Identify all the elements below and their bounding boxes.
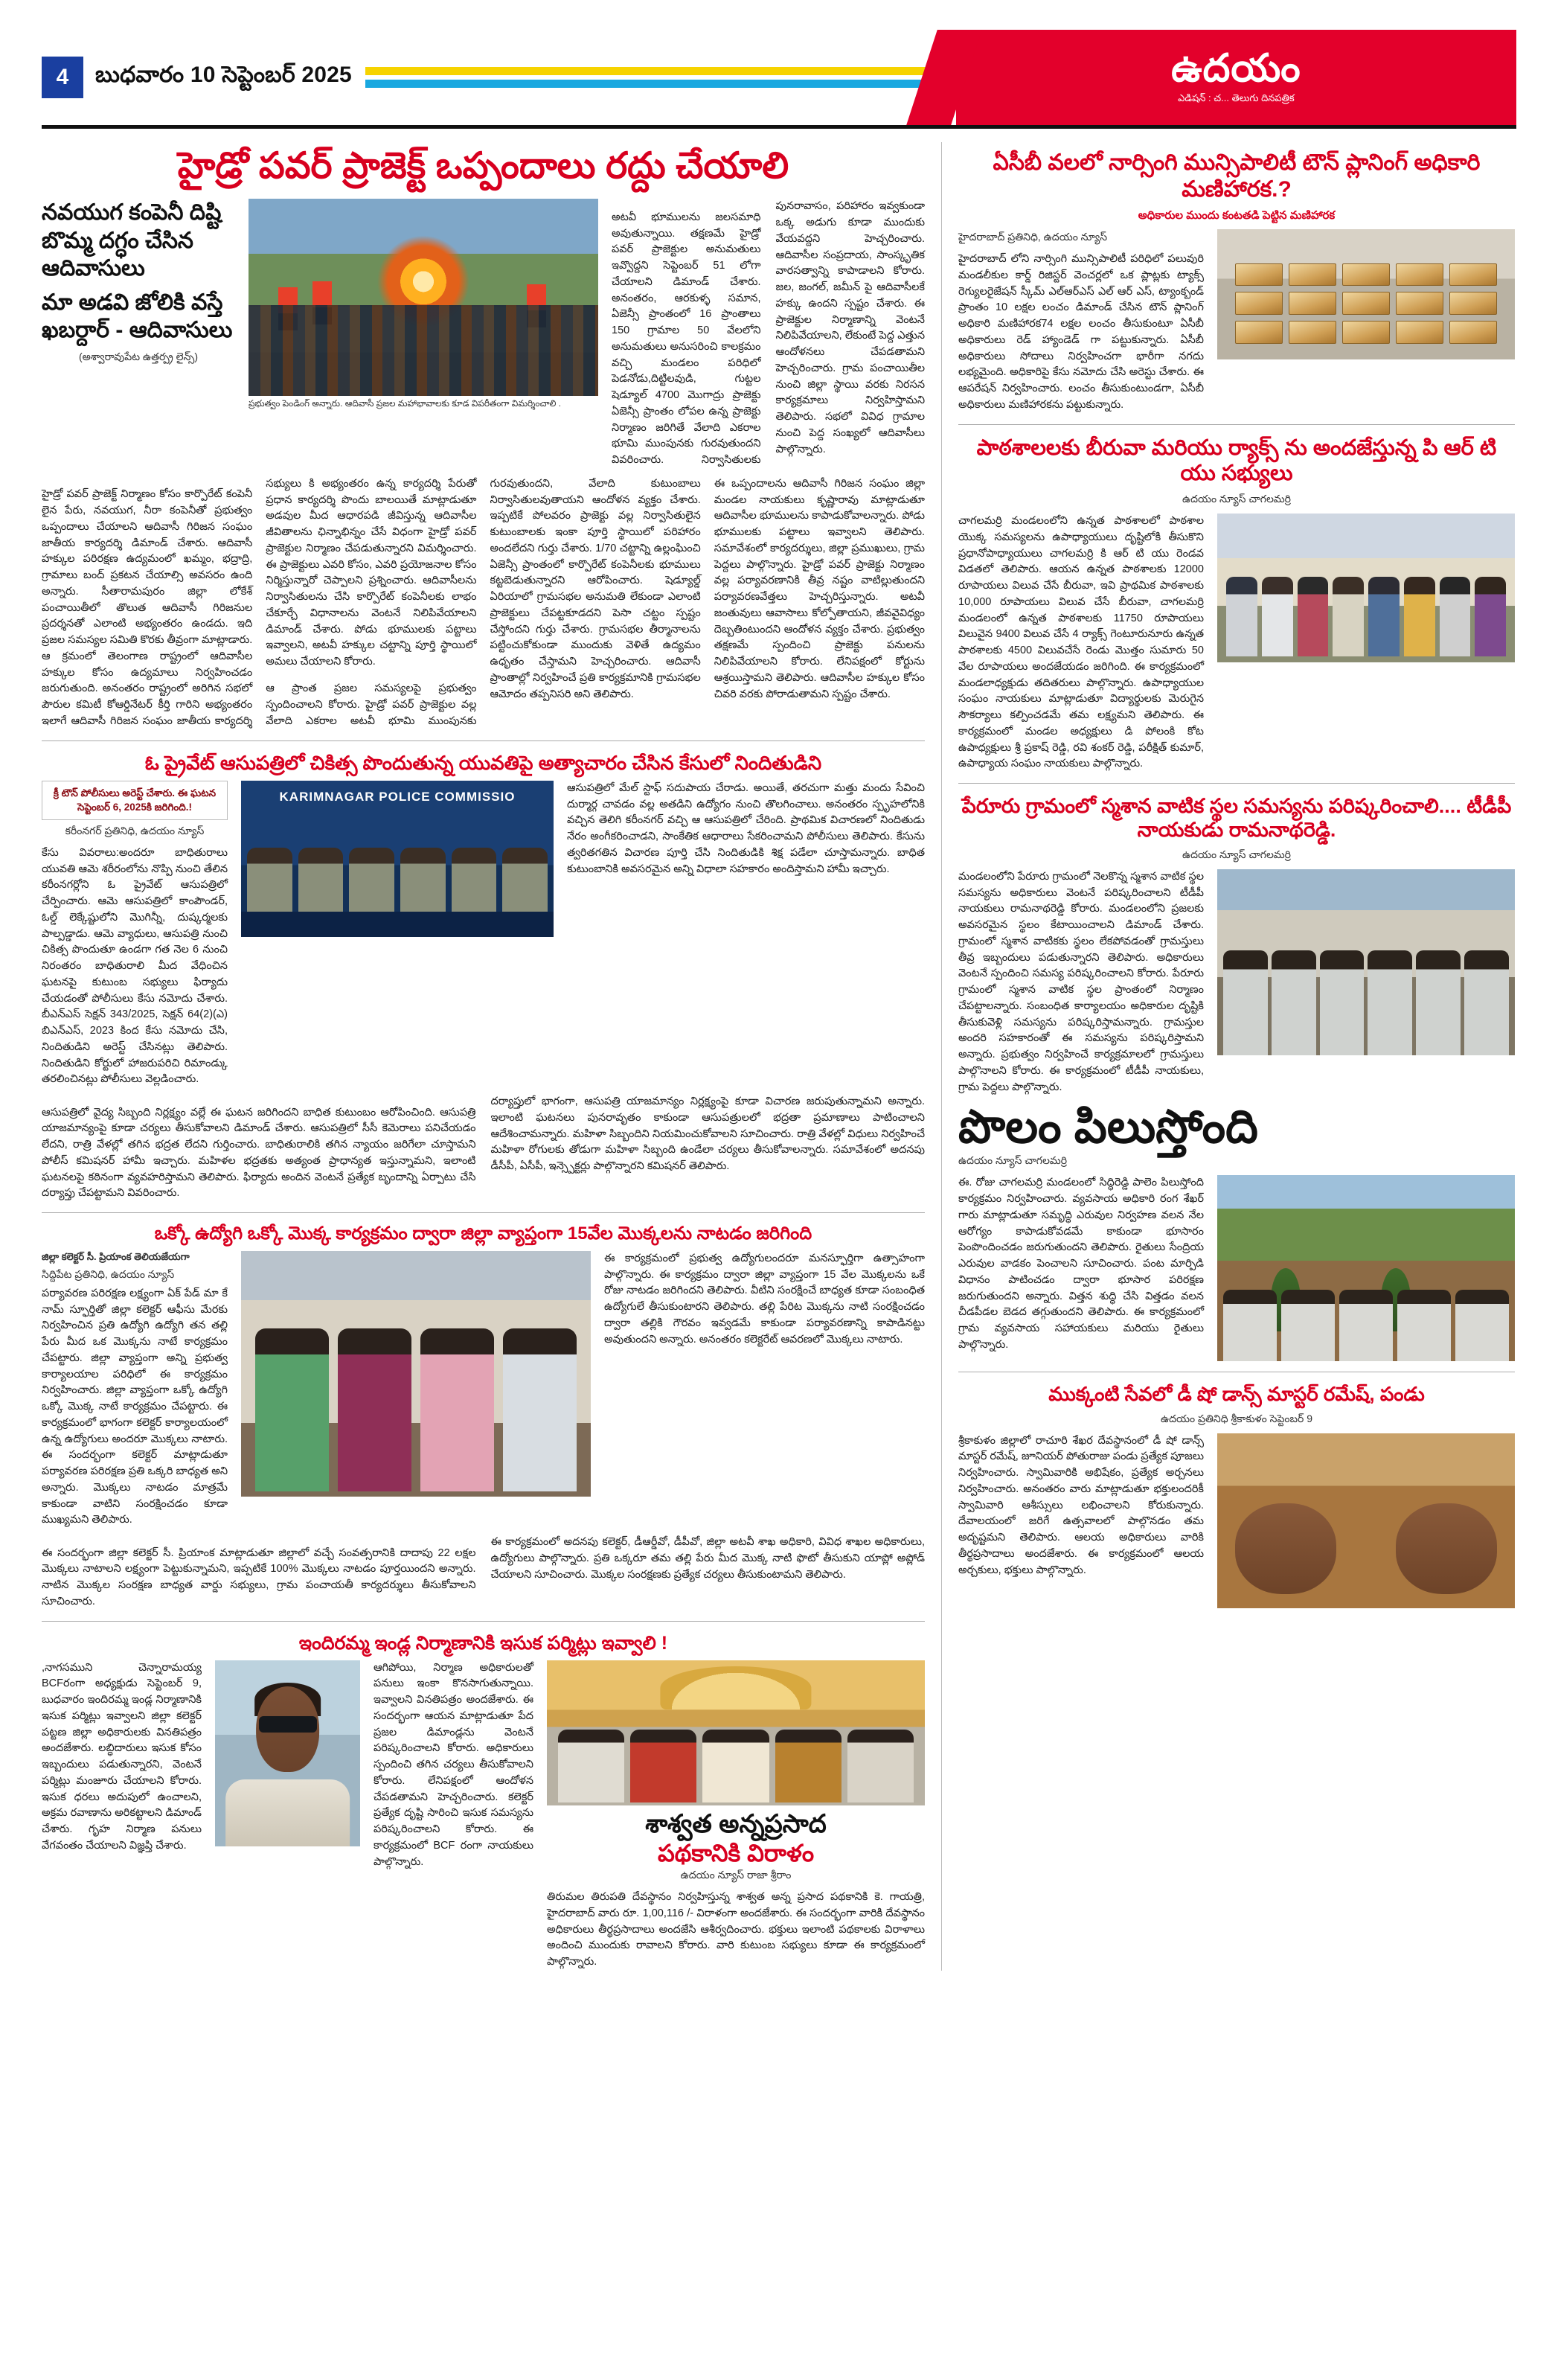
plantation-block xyxy=(42,1251,925,1529)
temple-headline-1: శాశ్వత అన్నప్రసాద xyxy=(645,1809,827,1838)
lead-col3: అటవీ భూములను జలసమాధి అవుతున్నాయి. తక్షణమే హైడ్రో పవర్ ప్రాజెక్టుల అనుమతులు ఇవ్వొద్దని సెప్టెంబర్ 51 లోగా చేయాలని డిమాండ్ చేశారు. అనంతరం, ఆరకుళ్ళ సమాన, ఏజెన్సీ ప్రాంతంలో 16 ప్రాంతాలు 150 గ్రామాల 50 వేలలోని అనుమతులు అనుసరించి కాలక్రమం వచ్చి మండలం పరిధిలో పెడనోడు,దిట్టిలవుడి, గుట్టల షెడ్యూల్ 4700 మొగాద్రు ప్రాజెక్టు ఏజెన్సీ ప్రాంతం లోపల ఉన్న ప్రాజెక్టు నిర్మాణం జరిగితే వేలాది ఎకరాల భూమి ముంపునకు గురవుతుందని వివరించారు. నిర్వాసితులకు పునరావాసం, పరిహారం ఇవ్వకుండా ఒక్క అడుగు కూడా ముందుకు వేయవద్దని హెచ్చరించారు. ఆదివాసీల సంప్రదాయ, సాంస్కృతిక వారసత్వాన్ని కాపాడాలని కోరారు. జల, జంగల్, జమీన్ పై ఆదివాసీలకే హక్కు ఉందని స్పష్టం చేశారు. ఈ ప్రాజెక్టుల నిర్మాణాన్ని వెంటనే నిలిపివేయాలని, లేకుంటే పెద్ద ఎత్తున ఆందోళనలు చేపడతామని హెచ్చరించారు. గ్రామ పంచాయితీల నుంచి జిల్లా స్థాయి వరకు నిరసన కార్యక్రమాలు నిర్వహిస్తామని తెలిపారు. సభలో వివిధ గ్రామాల నుంచి పెద్ద సంఖ్యలో ఆదివాసీలు పాల్గొన్నారు. xyxy=(612,200,925,467)
person-figure xyxy=(1281,1290,1335,1361)
field-headline: పొలం పిలుస్తోంది xyxy=(958,1101,1258,1154)
person-figure xyxy=(775,1730,841,1802)
divider xyxy=(958,424,1515,425)
cash-bundle xyxy=(1396,292,1443,315)
desk xyxy=(241,912,554,937)
plantation-field-photo xyxy=(1217,1175,1515,1361)
person-figure xyxy=(1368,950,1412,1055)
rape-case-col4: దర్యాప్తులో భాగంగా, ఆసుపత్రి యాజమాన్యం నిర్లక్ష్యంపై కూడా విచారణ జరుపుతున్నామని అన్నారు. ఇలాంటి ఘటనలు పునరావృతం కాకుండా ఆసుపత్రులలో భద్రతా ప్రమాణాలు పాటించాలని ఆదేశించామన్నారు. మహిళా సిబ్బందిని నియమించుకోవాలని సూచించారు. రాత్రి వేళల్లో విధులు నిర్వహించే మహిళా రోగులకు తోడుగా మహిళా సిబ్బంది ఉండేలా చర్యలు తీసుకోవాలన్నారు. సమావేశంలో అదనపు డీసీపీ, ఏసీపీ, ఇన్స్పెక్టర్లు పాల్గొన్నారని కమిషనర్ తెలిపారు. xyxy=(490,1095,925,1173)
field-photo xyxy=(1217,1175,1515,1361)
mukkanti-byline: ఉదయం ప్రతినిధి శ్రీకాకుళం సెప్టెంబర్ 9 xyxy=(1160,1412,1312,1424)
person-figure xyxy=(702,1730,769,1802)
prtu-headline: పాఠశాలలకు బీరువా మరియు ర్యాక్స్ ను అందజేస్తున్న పి ఆర్ టి యు సభ్యులు xyxy=(976,435,1497,486)
masthead-stripes xyxy=(365,67,956,88)
issue-date: బుధవారం 10 సెప్టెంబర్ 2025 xyxy=(95,62,352,87)
man-photo xyxy=(215,1660,360,1971)
lead-subheads xyxy=(42,199,235,469)
temple-body: తిరుమల తిరుపతి దేవస్థానం నిర్వహిస్తున్న శాశ్వత అన్న ప్రసాద పథకానికి కె. గాయత్రి, హైదరాబాద్ వారు రూ. 1,00,116 /- విరాళంగా అందజేశారు. ఈ సందర్భంగా వారికి దేవస్థానం అధికారులు తీర్థప్రసాదాలు అందజేసి ఆశీర్వదించారు. భక్తులు ఇలాంటి పథకాలకు విరాళాలు అందించి ముందుకు రావాలని కోరారు. వారి కుటుంబ సభ్యులు కూడా ఈ కార్యక్రమంలో పాల్గొన్నారు. xyxy=(547,1891,925,1968)
cash-bundle xyxy=(1342,263,1390,287)
person-figure xyxy=(1298,577,1329,656)
masthead-logo xyxy=(956,30,1516,125)
masthead-left xyxy=(42,30,956,125)
field-people xyxy=(1223,1272,1509,1361)
plantation-headline: ఒక్కో ఉద్యోగి ఒక్కో మొక్క కార్యక్రమం ద్వారా జిల్లా వ్యాప్తంగా 15వేల మొక్కలను నాటడం జరిగింది xyxy=(154,1223,812,1244)
masthead xyxy=(42,30,1516,125)
divider xyxy=(42,1212,925,1213)
acb-body: హైదరాబాద్ లోని నార్సింగి మున్సిపాలిటీ పరిధిలో పలువురి మండలీకుల కార్డ్ రిజిస్టర్ వెంచర్లలో ఒక ప్లాట్లకు ట్యాక్స్ రెగ్యులరైజేషన్ స్కీమ్ ఎల్ఆర్ఎస్ ఎల్ ఆర్ ఎస్, ట్యాంక్బండ్ ప్రాంతం 10 లక్షల లంచం డిమాండ్ చేసిన టౌన్ ప్లానింగ్ అధికారి మణిహారక74 లక్షల లంచం తీసుకుంటూ ఏసీబీ అధికారులు రెడ్ హ్యాండెడ్ గా పట్టుకున్నారు. ఏసీబీ అధికారులు సోదాలు నిర్వహించగా భారీగా నగదు లభ్యమైంది. అధికారిపై కేసు నమోదు చేసి అరెస్టు చేశారు. ఈ ఆపరేషన్ నిర్వహించారు. లంచం తీసుకుంటుండగా, ఏసీబీ అధికారులు మణిహారకను పట్టుకున్నారు. xyxy=(958,253,1204,411)
lead-photo-caption: ప్రభుత్వం పెండింగ్ అన్నారు. ఆదివాసీ ప్రజల మహాభావాలకు కూడ విపరీతంగా విమర్శించాలి . xyxy=(249,398,562,409)
person-figure xyxy=(1464,950,1509,1055)
ceremony-photo xyxy=(241,1251,591,1529)
cash-bundle xyxy=(1235,263,1283,287)
rape-case-col2: ఆసుపత్రిలో వైద్య సిబ్బంది నిర్లక్ష్యం వల్లే ఈ ఘటన జరిగిందని బాధిత కుటుంబం ఆరోపించింది. ఆసుపత్రి యాజమాన్యంపై కూడా చర్యలు తీసుకోవాలని డిమాండ్ చేశారు. ఆసుపత్రిలో సీసీ కెమెరాలు పనిచేయడం లేదని, రాత్రి వేళల్లో తగిన భద్రత లేదని గుర్తించారు. బాధితురాలికి తగిన న్యాయం జరిగేలా చూస్తామని పోలీస్ కమిషనర్ హామీ ఇచ్చారు. మహిళల భద్రతకు అత్యంత ప్రాధాన్యత ఇస్తున్నామని, ఇలాంటి ఘటనలపై కఠినంగా వ్యవహరిస్తామని తెలిపారు. ఫిర్యాదు అందిన వెంటనే ప్రత్యేక బృందాన్ని ఏర్పాటు చేసి దర్యాప్తు చేపట్టామని వివరించారు. xyxy=(42,1106,476,1200)
prtu-block xyxy=(958,514,1515,772)
logo-text: ఉదయం xyxy=(1171,46,1301,90)
tdp-headline: పేరూరు గ్రామంలో స్మశాన వాటిక స్థల సమస్యను పరిష్కరించాలి.... టీడీపీ నాయకుడు రామనాథరెడ్డి. xyxy=(961,795,1512,842)
village-meeting-photo xyxy=(1217,869,1515,1055)
acb-block xyxy=(958,229,1515,414)
sunglasses-icon xyxy=(259,1716,317,1733)
money-photo xyxy=(1217,229,1515,414)
person-figure xyxy=(420,1328,494,1492)
police-banner-text: KARIMNAGAR POLICE COMMISSIO xyxy=(279,790,516,804)
effigy-burning-photo xyxy=(249,199,598,396)
cash-bundle xyxy=(1289,321,1336,344)
school-donation-photo xyxy=(1217,514,1515,662)
person-figure xyxy=(1226,577,1257,656)
lead-photo xyxy=(249,199,598,469)
cash-bundle xyxy=(1289,263,1336,287)
prtu-byline: ఉదయం న్యూస్ చాగలమర్రి xyxy=(1182,493,1291,505)
person-figure xyxy=(255,1328,329,1492)
cash-bundle xyxy=(1235,321,1283,344)
cash-bundle xyxy=(1449,263,1497,287)
field-block xyxy=(958,1175,1515,1361)
temple-byline: ఉదయం న్యూస్ రాజా శ్రీరాం xyxy=(680,1869,792,1881)
plantation-col1: పర్యావరణ పరిరక్షణ లక్ష్యంగా ఏక్ పేడ్ మా కే నామ్ స్ఫూర్తితో జిల్లా కలెక్టర్ ఆఫీసు మేరకు నిర్వహించిన ప్రతి ఉద్యోగి ఉద్యోగి తన తల్లి పేరు మీద ఒక మొక్కను నాటే కార్యక్రమం చేపట్టారు. జిల్లా వ్యాప్తంగా అన్ని ప్రభుత్వ కార్యాలయాల పరిధిలో ఈ కార్యక్రమం నిర్వహించారు. జిల్లా వ్యాప్తంగా ఒక్కో ఉద్యోగి ఒక్కో మొక్క నాటే కార్యక్రమం చేపట్టారు. ఈ కార్యక్రమంలో భాగంగా కలెక్టర్ కార్యాలయంలో ఉన్న ఉద్యోగులు అందరూ మొక్కలు నాటారు. ఈ సందర్భంగా కలెక్టర్ మాట్లాడుతూ పర్యావరణ పరిరక్షణ ప్రతి ఒక్కరి బాధ్యత అని అన్నారు. మొక్కలు నాటడం మాత్రమే కాకుండా వాటిని సంరక్షించడం కూడా ముఖ్యమని తెలిపారు. xyxy=(42,1287,228,1526)
sapling-ceremony-photo xyxy=(241,1251,591,1497)
page-number: 4 xyxy=(42,57,83,98)
acb-kicker: అధికారుల ముందు కంటతడి పెట్టిన మణిహారక xyxy=(1138,209,1336,222)
cash-bundle xyxy=(1396,321,1443,344)
temple-donation-photo xyxy=(547,1660,925,1805)
tdp-byline: ఉదయం న్యూస్ చాగలమర్రి xyxy=(1182,848,1291,860)
person-figure xyxy=(1223,950,1268,1055)
left-column xyxy=(42,142,942,1971)
lead-headline: హైడ్రో పవర్ ప్రాజెక్ట్ ఒప్పందాలు రద్దు చేయాలి xyxy=(177,146,789,186)
rape-case-byline: కరీంనగర్ ప్రతినిధి, ఉదయం న్యూస్ xyxy=(65,824,205,836)
cash-bundle xyxy=(1289,292,1336,315)
plantation-col2: ఈ సందర్భంగా జిల్లా కలెక్టర్ సీ. ప్రియాంక మాట్లాడుతూ జిల్లాలో వచ్చే సంవత్సరానికి దాదాపు 22 లక్షల మొక్కలు నాటాలని లక్ష్యంగా పెట్టుకున్నామని, ఇప్పటికే 100% మొక్కలు నాటడం పూర్తయిందని అన్నారు. నాటిన మొక్కల సంరక్షణ బాధ్యత వార్డు సభ్యులు, గ్రామ పంచాయతీ కార్యదర్శులు తీసుకోవాలని సూచించారు. xyxy=(42,1546,476,1608)
person-figure xyxy=(1397,1290,1451,1361)
lead-subhead-2: మా అడవి జోలికి వస్తే ఖబర్దార్ - ఆదివాసులు xyxy=(42,289,233,343)
person-figure xyxy=(1404,577,1435,656)
torso xyxy=(225,1779,350,1846)
person-figure xyxy=(1416,950,1461,1055)
temple-dome-icon xyxy=(660,1666,811,1710)
person-figure xyxy=(1272,950,1316,1055)
cash-bundles xyxy=(1235,263,1497,345)
page-content xyxy=(42,142,1516,1971)
rape-case-col3: ఆసుపత్రిలో మేల్ స్టాఫ్ సదుపాయ చేరాడు. అయితే, తరచుగా మత్తు మందు సేవించి దుర్మార్గ చావడం వల్ల అతడిని ఉద్యోగం నుంచి తొలగించాలు. అనంతరం స్పృహలోనికి వచ్చిన తెలిగి కరీంనగర్ వచ్చి ఆ ఆసుపత్రిలో చేరింది. ప్రాథమిక విచారణలో నిందితుడు నేరం అంగీకరించాడని, సాంకేతిక ఆధారాలు సేకరించామని పోలీసులు తెలిపారు. కేసును త్వరితగతిన విచారణ పూర్తి చేసి నిందితుడికి శిక్ష పడేలా చూస్తామన్నారు. బాధిత కుటుంబానికి అవసరమైన అన్ని విధాలా సహకారం అందిస్తామని హామీ ఇచ్చారు. xyxy=(567,781,925,875)
divider xyxy=(42,740,925,741)
person-figure xyxy=(1262,577,1293,656)
sand-col1: ,నాగసముని చెన్నారామయ్య BCFరంగా అధ్యక్షుడు సెప్టెంబర్ 9, బుధవారం ఇందిరమ్మ ఇండ్ల నిర్మాణానికి ఇసుక పర్మిట్లు ఇవ్వాలని జిల్లా కలెక్టర్ పట్టణ జిల్లా అధికారులకు వినతిపత్రం అందజేశారు. లబ్ధిదారులు ఇసుక కోసం ఇబ్బందులు పడుతున్నారని, వెంటనే పర్మిట్లు మంజూరు చేయాలని కోరారు. ఇసుక ధరలు అదుపులో ఉంచాలని, అక్రమ రవాణాను అరికట్టాలని డిమాండ్ చేశారు. గృహ నిర్మాణ పనులు వేగవంతం చేయాలని విజ్ఞప్తి చేశారు. xyxy=(42,1661,202,1852)
lead-col1: హైడ్రో పవర్ ప్రాజెక్ట్ నిర్మాణం కోసం కార్పొరేట్ కంపెనీ లైన పేరు, నవయుగ, నీరా కంపెనీతో ప్రభుత్వం ఒప్పందాలు చేయాలని ఆదివాసీ గిరిజన సంఘం జాతీయ కార్యదర్శి డిమాండ్ చేశారు. ఆదివాసీ హక్కుల పరిరక్షణ ఉద్యమంలో ఖమ్మం, భద్రాద్రి, గ్రామాలు బంద్ ప్రకటన చేయాల్సి అవసరం ఉంది అన్నారు. సీతారామపురం జిల్లా లోకేశ్ పంచాయితీలో తొలుత ఆదివాసీ గిరిజనుల ప్రదర్శనతో ఎలాంటి అభ్యంతరం ఉండదు. ఇది ప్రజల సమస్యల సమితి కొరకు తీవ్రంగా మాట్లాడారు. ఆ క్రమంలో తెలంగాణ రాష్ట్రంలో ఆదివాసీల హక్కుల కోసం ఉద్యమాలు నిర్వహించడం జరుగుతుంది. అనంతరం రాష్ట్రంలో అరిగిన సభలో పౌరుల కమిటీ కోఆర్డినేటర్ కీర్తి గారిని అభ్యంతరం ఇలాగే ఆదివాసీ గిరిజన సంఘం జాతీయ కార్యదర్శి సభ్యులు కి అభ్యంతరం ఉన్న కార్యదర్శి పేరుతో ప్రధాన కార్యదర్శి పొందు బాలయితే మాట్లాడుతూ అడవుల మీద ఆధారపడి జీవిస్తున్న ఆదివాసీల జీవితాలను ఛిన్నాభిన్నం చేసే విధంగా హైడ్రో పవర్ ప్రాజెక్టుల నిర్మాణం చేపడుతున్నారని విమర్శించారు. ఈ ప్రాజెక్టులు ఎవరి కోసం, ఎవరి ప్రయోజనాల కోసం నిర్మిస్తున్నారో చెప్పాలని ప్రశ్నించారు. ఆదివాసీలను నిర్వాసితులను చేసి కార్పొరేట్ కంపెనీలకు లాభం చేకూర్చే విధానాలను వెంటనే నిలిపివేయాలని డిమాండ్ చేశారు. పోడు భూములకు పట్టాలు ఇవ్వాలని, అటవీ హక్కుల చట్టాన్ని పూర్తి స్థాయిలో అమలు చేయాలని కోరారు. xyxy=(42,477,477,727)
acb-byline: హైదరాబాద్ ప్రతినిధి, ఉదయం న్యూస్ xyxy=(958,231,1108,243)
lead-byline: (అశ్వారావుపేట ఉత్తర్ప్ర లైన్స్) xyxy=(78,350,199,362)
prtu-body: చాగలమర్రి మండలంలోని ఉన్నత పాఠశాలలో పాఠశాల యొక్క సమస్యలను ఉపాధ్యాయులు దృష్టిలోకి తీసుకొని ప్రధానోపాధ్యాయులు చాగలమర్రి కి ఆర్ టి యు రెండవ విడతలో తెలిపారు. ఆయన ఉన్నత పాఠశాలకు 12000 రూపాయలు విలువ చేసే బీరువా, ఇవి ప్రాథమిక పాఠశాలకు 10,000 రూపాయలు విలువ చేసే బీరువా, చాగలమర్రి మండలంలో ఉన్నత పాఠశాలకు 11750 రూపాయలు విలువైన 9400 విలువ చేసే 4 ర్యాక్స్ గెంటూరునూరు ఉన్నత పాఠశాలకు 4500 విలువచేసే రెండు మొత్తం సుమారు 50 వేల రూపాయలు అందజేయడం జరిగింది. ఈ కార్యక్రమంలో మండలాధ్యక్షుడు తదితరులు పాల్గొన్నారు. ఉపాధ్యాయుల సంఘం నాయకులు మాట్లాడుతూ విద్యార్థులకు మెరుగైన సౌకర్యాలు కల్పించడమే తమ లక్ష్యమని తెలిపారు. ఈ కార్యక్రమంలో మండల అధ్యక్షులు డి పోలంకి కోట ఉపాధ్యక్షులు శ్రీ ప్రకాష్ రెడ్డి, రవి శంకర్ రెడ్డి, పరీక్షిత్ కుమార్, ఉపాధ్యాయ సంఘం నాయకులు పాల్గొన్నారు. xyxy=(958,515,1204,770)
temple-block xyxy=(547,1660,925,1971)
rape-case-col1: కేసు వివరాలు:అందరూ బాధితురాలు యువతి ఆమె శరీరంలోను నొప్పి నుంచి తేలిన కరీంనగర్లోని ఓ ప్రైవేట్ ఆసుపత్రిలో చేర్పించారు. ఆమె ఆసుపత్రిలో కాంపౌండర్, ఓల్డ్ లెక్కేష్టులోని మొగిన్నీ, దుష్కర్మలకు పాల్పడ్డాడు. ఆమె వ్యాధులు, ఆసుపత్రి నుంచి చికిత్స పొందుతూ ఉండగా గత నెల 6 నుంచి నిరంతరం బాధితురాలి మీద వేధించిన ఘటనపై కుటుంబ సభ్యులు ఫిర్యాదు చేయడంతో పోలీసులు కేసు నమోదు చేశారు. బీఎన్ఎస్ సెక్షన్ 343/2025, సెక్షన్ 64(2)(ఎ) బిఎన్ఎస్, 2023 కింద కేసు నమోదు చేసి, నిందితుడిని అరెస్ట్ చేసినట్లు తెలిపారు. నిందితుడిని కోర్టులో హాజరుపరిచి రిమాండ్కు తరలించినట్లు పోలీసులు వెల్లడించారు. xyxy=(42,846,228,1086)
person-figure xyxy=(503,1328,577,1492)
prtu-photo xyxy=(1217,514,1515,772)
bottom-block xyxy=(42,1660,925,1971)
field-body: ఈ. రోజు చాగలమర్రి మండలంలో సిద్ధిరెడ్డి పాలెం పిలుస్తోంది కార్యక్రమం నిర్వహించారు. వ్యవసాయ అధికారి రంగ శేఖర్ గారు మాట్లాడుతూ సమృద్ధి ఎరువుల నిర్వహణ వలన నేల ఆరోగ్యం కాపాడుకోవడమే కాకుండా భూసారం పెంపొందించడం జరుగుతుందని తెలిపారు. రైతులు సేంద్రియ ఎరువుల వాడకం పెంచాలని సూచించారు. పంట మార్పిడి విధానం పాటించడం ద్వారా భూసార పరిరక్షణ జరుగుతుందని అన్నారు. విత్తన శుద్ధి చేసి విత్తడం వలన చీడపీడల బెడద తగ్గుతుందని తెలిపారు. ఈ కార్యక్రమంలో గ్రామ వ్యవసాయ సహాయకులు మరియు రైతులు పాల్గొన్నారు. xyxy=(958,1177,1204,1351)
cash-bundle xyxy=(1342,292,1390,315)
person-figure xyxy=(1455,1290,1509,1361)
cash-bundle xyxy=(1342,321,1390,344)
mukkanti-block xyxy=(958,1433,1515,1608)
newspaper-page xyxy=(0,30,1558,2380)
plantation-lower xyxy=(42,1535,925,1610)
person-figure xyxy=(338,1328,411,1492)
mukkanti-headline: ముక్కంటి సేవలో డీ షో డాన్స్ మాస్టర్ రమేష్, పండు xyxy=(1048,1383,1425,1406)
person-figure xyxy=(630,1730,696,1802)
person-figure xyxy=(558,1730,624,1802)
stripe-yellow xyxy=(365,67,956,75)
rape-case-headline: ఓ ప్రైవేట్ ఆసుపత్రిలో చికిత్స పొందుతున్న యువతిపై అత్యాచారం చేసిన కేసులో నిందితుడిని xyxy=(144,751,822,774)
rape-case-block xyxy=(42,781,925,1088)
tdp-body: మండలంలోని పేరూరు గ్రామంలో నెలకొన్న స్మశాన వాటిక స్థల సమస్యను అధికారులు వెంటనే పరిష్కరించాలని టీడీపీ నాయకులు రామనాథరెడ్డి కోరారు. మండలంలోని ప్రజలకు అవసరమైన స్థలం కేటాయించాలని డిమాండ్ చేశారు. గ్రామంలో స్మశాన వాటికకు స్థలం లేకపోవడంతో గ్రామస్తులు తీవ్ర ఇబ్బందులు పడుతున్నారని తెలిపారు. అధికారులు వెంటనే స్పందించి సమస్య పరిష్కరించాలని కోరారు. పేరూరు గ్రామంలో స్మశాన వాటిక స్థల ప్రాంతంలో నిర్మాణం చేపట్టాలన్నారు. సంబంధిత కార్యాలయం అధికారుల దృష్టికి తీసుకువెళ్లి సమస్యను పరిష్కరిస్తామన్నారు. గ్రామస్తుల అందరి సహకారంతో ఈ సమస్యను పరిష్కరిస్తామని అన్నారు. ప్రభుత్వం నిర్వహించే కార్యక్రమాలలో గ్రామస్తులు పాల్గొనాలని కోరారు. ఈ కార్యక్రమంలో టీడీపీ నాయకులు, గ్రామ పెద్దలు పాల్గొన్నారు. xyxy=(958,870,1204,1093)
face xyxy=(1235,1503,1336,1594)
cash-bundle xyxy=(1449,292,1497,315)
sand-headline: ఇందిరమ్మ ఇండ్ల నిర్మాణానికి ఇసుక పర్మిట్లు ఇవ్వాలి ! xyxy=(298,1632,668,1654)
police-photo xyxy=(241,781,554,1088)
person-figure xyxy=(1475,577,1506,656)
bcf-leader-portrait xyxy=(215,1660,360,1846)
lead-body-columns xyxy=(42,476,925,730)
acb-headline: ఏసీబీ వలలో నార్సింగి మున్సిపాలిటీ టౌన్ ప్లానింగ్ అధికారి మణిహారక.? xyxy=(993,150,1481,202)
rape-case-lower xyxy=(42,1094,925,1202)
temple-photo xyxy=(547,1660,925,1805)
crowd-silhouette xyxy=(249,305,598,396)
person-figure xyxy=(1440,577,1471,656)
lead-subhead-1: నవయుగ కంపెనీ దిష్టి బొమ్మ దగ్ధం చేసిన ఆదివాసులు xyxy=(42,200,222,281)
divider xyxy=(958,783,1515,784)
rape-case-sidebar xyxy=(42,781,228,1088)
lead-top-text xyxy=(612,199,925,469)
tdp-block xyxy=(958,869,1515,1096)
seized-cash-photo xyxy=(1217,229,1515,359)
temple-people xyxy=(558,1721,914,1802)
cash-bundle xyxy=(1235,292,1283,315)
person-figure xyxy=(1320,950,1365,1055)
plantation-col3: ఈ కార్యక్రమంలో ప్రభుత్వ ఉద్యోగులందరూ మనస్ఫూర్తిగా ఉత్సాహంగా పాల్గొన్నారు. ఈ కార్యక్రమం ద్వారా జిల్లా వ్యాప్తంగా 15 వేల మొక్కలను ఒకే రోజు నాటడం జరిగిందని తెలిపారు. వీటిని సంరక్షించే బాధ్యత కూడా సంబంధిత ఉద్యోగులే తీసుకుంటారని తెలిపారు. తల్లి పేరిట మొక్కను నాటి సంరక్షించడం ద్వారా తల్లికి గౌరవం ఇవ్వడమే కాకుండా పర్యావరణాన్ని కాపాడినట్టు అవుతుందని అన్నారు. అనంతరం కలెక్టరేట్ ఆవరణలో మొక్కలు నాటారు. xyxy=(604,1252,925,1346)
lead-col2: ఆ ప్రాంత ప్రజల సమస్యలపై ప్రభుత్వం స్పందించాలని కోరారు. హైడ్రో పవర్ ప్రాజెక్టుల వల్ల వేలాది ఎకరాల అటవీ భూమి ముంపునకు గురవుతుందని, వేలాది కుటుంబాలు నిర్వాసితులవుతాయని ఆందోళన వ్యక్తం చేశారు. ఇప్పటికే పోలవరం ప్రాజెక్టు వల్ల నిర్వాసితులైన కుటుంబాలకు ఇంకా పూర్తి స్థాయిలో పరిహారం అందలేదని గుర్తు చేశారు. 1/70 చట్టాన్ని ఉల్లంఘించి ఏజెన్సీ ప్రాంతంలో కార్పొరేట్ కంపెనీలకు భూములు కట్టబెడుతున్నారని ఆరోపించారు. షెడ్యూల్డ్ ఏరియాలో గ్రామసభల అనుమతి లేకుండా ఎలాంటి ప్రాజెక్టులు చేపట్టకూడదని పెసా చట్టం స్పష్టం చేస్తోందని గుర్తు చేశారు. గ్రామసభల తీర్మానాలను పట్టించుకోకుండా ముందుకు వెళితే ఉద్యమం ఉధృతం చేస్తామని హెచ్చరించారు. ఆదివాసీ ప్రాంతాల్లో నిర్వహించే ప్రతి కార్యక్రమానికి గ్రామసభల ఆమోదం తప్పనిసరి అని తెలిపారు. xyxy=(266,477,701,727)
ceremony-people xyxy=(255,1310,577,1491)
plantation-byline: సిద్దిపేట ప్రతినిధి, ఉదయం న్యూస్ xyxy=(42,1267,175,1280)
logo-subtitle: ఎడిషన్ : చ... తెలుగు దినపత్రిక xyxy=(1178,92,1295,103)
rape-case-note: క్రీ టౌన్ పోలీసులు అరెస్ట్ చేశారు. ఈ ఘటన సెప్టెంబర్ 6, 2025కి జరిగింది.! xyxy=(42,781,228,820)
stripe-cyan xyxy=(365,80,956,88)
face xyxy=(1396,1503,1497,1594)
police-press-meet-photo xyxy=(241,781,554,937)
sand-col2: ఆగిపోయి, నిర్మాణ అధికారులతో పనులు ఇంకా కొనసాగుతున్నాయి. ఇవ్వాలని వినతిపత్రం అందజేశారు. ఈ సందర్భంగా ఆయన మాట్లాడుతూ పేద ప్రజల డిమాండ్లను వెంటనే పరిష్కరించాలని కోరారు. అధికారులు స్పందించి తగిన చర్యలు తీసుకోవాలని కోరారు. లేనిపక్షంలో ఆందోళన చేపడతామని హెచ్చరించారు. కలెక్టర్ ప్రత్యేక దృష్టి సారించి ఇసుక సమస్యను పరిష్కరించాలని కోరారు. ఈ కార్యక్రమంలో BCF రంగా నాయకులు పాల్గొన్నారు. xyxy=(374,1661,533,1868)
plantation-subcaption: జిల్లా కలెక్టర్ సీ. ప్రియాంక తెలియజేయగా xyxy=(42,1250,190,1262)
masthead-rule xyxy=(42,125,1516,129)
person-figure xyxy=(1339,1290,1393,1361)
person-figure xyxy=(1368,577,1400,656)
right-column xyxy=(942,142,1515,1971)
person-figure xyxy=(1223,1290,1277,1361)
tdp-photo xyxy=(1217,869,1515,1096)
dance-master-photo xyxy=(1217,1433,1515,1608)
street-people xyxy=(1223,936,1509,1055)
group-people xyxy=(1226,564,1506,656)
lead-top-block xyxy=(42,199,925,469)
divider xyxy=(42,1621,925,1622)
mukkanti-body: శ్రీకాకుళం జిల్లాలో రాచూరి శేఖర దేవస్థానంలో డీ షో డాన్స్ మాస్టర్ రమేష్, జూనియర్ పోతురాజు పండు ప్రత్యేక పూజలు నిర్వహించారు. స్వామివారికి అభిషేకం, ప్రత్యేక అర్చనలు నిర్వహించారు. అనంతరం వారు మాట్లాడుతూ భక్తులందరికీ స్వామివారి ఆశీస్సులు లభించాలని కోరుకున్నారు. దేవాలయంలో జరిగే ఉత్సవాలలో పాల్గొనడం తమ అదృష్టమని తెలిపారు. ఆలయ అధికారులు వారికి తీర్థప్రసాదాలు అందజేశారు. ఈ కార్యక్రమంలో ఆలయ అర్చకులు, భక్తులు పాల్గొన్నారు. xyxy=(958,1434,1204,1576)
person-figure xyxy=(1333,577,1364,656)
plantation-left xyxy=(42,1251,228,1529)
lead-col4: ఈ ఒప్పందాలను ఆదివాసీ గిరిజన సంఘం జిల్లా మండల నాయకులు కృష్ణారావు మాట్లాడుతూ ఆదివాసీల భూములను కాపాడుకోవాలన్నారు. పోడు భూములకు పట్టాలు ఇవ్వాలని తెలిపారు. సమావేశంలో కార్యదర్శులు, జిల్లా ప్రముఖులు, గ్రామ పెద్దలు పాల్గొన్నారు. హైడ్రో పవర్ ప్రాజెక్టు నిర్మాణం వల్ల పర్యావరణానికి తీవ్ర నష్టం వాటిల్లుతుందని పర్యావరణవేత్తలు హెచ్చరిస్తున్నారు. అటవీ జంతువులు ఆవాసాలు కోల్పోతాయని, జీవవైవిధ్యం దెబ్బతింటుందని ఆందోళన వ్యక్తం చేశారు. ప్రభుత్వం తక్షణమే స్పందించి ప్రాజెక్టు పనులను నిలిపివేయాలని కోరారు. లేనిపక్షంలో కోర్టును ఆశ్రయిస్తామని తెలిపారు. ఆదివాసీల హక్కుల కోసం చివరి వరకు పోరాడుతామని స్పష్టం చేశారు. xyxy=(714,477,925,700)
field-byline: ఉదయం న్యూస్ చాగలమర్రి xyxy=(958,1154,1068,1167)
acb-text-wrap xyxy=(958,229,1204,414)
cash-bundle xyxy=(1449,321,1497,344)
person-figure xyxy=(847,1730,914,1802)
temple-headline-2: పథకానికి విరాళం xyxy=(657,1839,815,1866)
mukkanti-photo xyxy=(1217,1433,1515,1608)
cash-bundle xyxy=(1396,263,1443,287)
plantation-col4: ఈ కార్యక్రమంలో అదనపు కలెక్టర్, డీఆర్డీవో, డీపీవో, జిల్లా అటవీ శాఖ అధికారి, వివిధ శాఖల అధికారులు, ఉద్యోగులు పాల్గొన్నారు. ప్రతి ఒక్కరూ తమ తల్లి పేరు మీద మొక్క నాటి ఫొటో తీసుకుని యాప్లో అప్లోడ్ చేయాలని సూచించారు. మొక్కల సంరక్షణకు ప్రత్యేక చర్యలు తీసుకుంటామని తెలిపారు. xyxy=(490,1536,925,1581)
